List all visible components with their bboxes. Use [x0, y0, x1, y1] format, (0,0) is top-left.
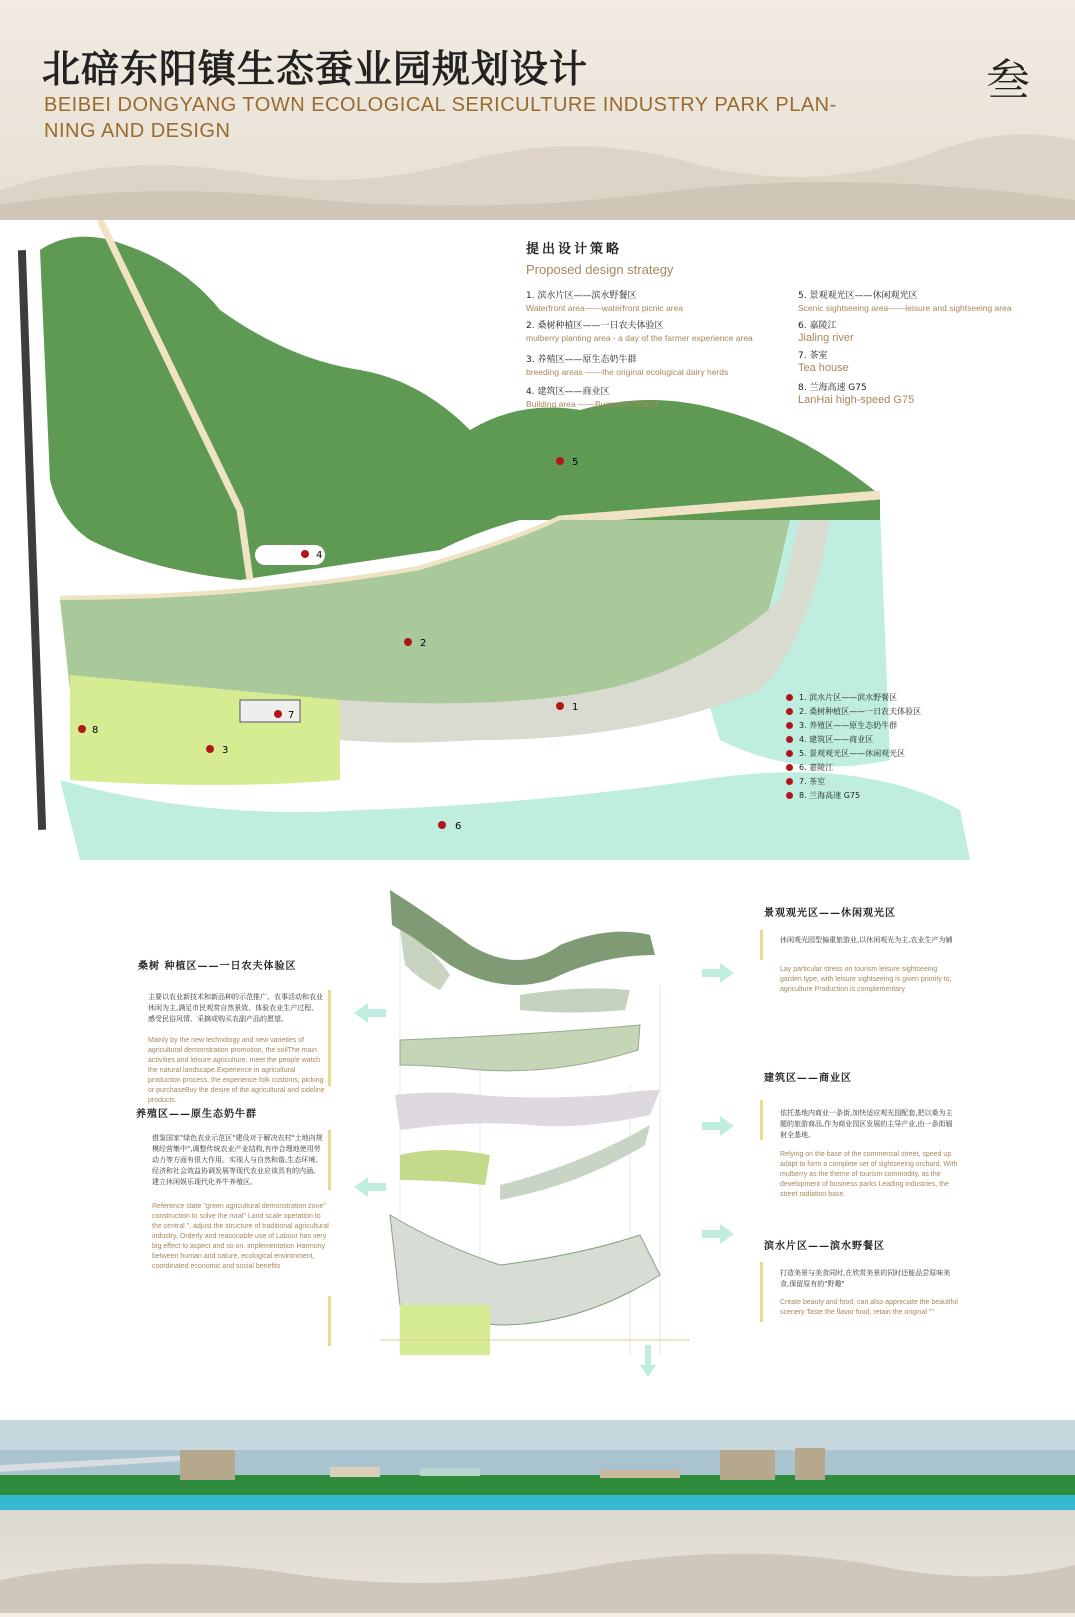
- strategy-item-5: 5. 景观观光区——休闲观光区 Scenic sightseeing area——leisure and sightseeing area: [798, 291, 1012, 313]
- zone-waterfront-bar: [760, 1262, 763, 1322]
- zone-mulberry-bar: [328, 990, 331, 1086]
- zone-scenic-en: Lay particular stress on tourism leisure sightseeing garden type, with leisure sightseeing is given priority to, agriculture Production is complementary: [780, 966, 952, 993]
- legend-dot: [786, 708, 793, 715]
- strategy-item-4: 4. 建筑区——商业区 Building area ——Business District: [526, 387, 658, 409]
- sheet-number-seal: 叁: [986, 55, 1030, 106]
- highway-g75: [18, 250, 46, 830]
- legend-item-5: 5. 景观观光区——休闲观光区: [786, 746, 921, 760]
- legend-dot: [786, 694, 793, 701]
- legend-dot: [786, 736, 793, 743]
- marker-7-label: 7: [288, 710, 295, 721]
- marker-2-label: 2: [420, 638, 427, 649]
- zone-waterfront-cn: 打造美景与美食同时,在欣赏美景的同时还能品尝原味美食,保留原有的"野趣": [780, 1269, 951, 1288]
- layer-strip-1: [520, 988, 630, 1012]
- zone-building-en: Relying on the base of the commercial street, speed up adapt to form a complete set of sightseeing orchard, With mulberry as the theme of tourism commodity, as the development of business parks Leading industries, the street radiation base.: [780, 1151, 958, 1198]
- marker-6: [438, 821, 446, 829]
- strategy-item-8: 8. 兰海高速 G75 LanHai high-speed G75: [798, 383, 915, 406]
- arrow-left-icon: [354, 1003, 386, 1023]
- arrow-right-icon: [702, 1224, 734, 1244]
- zone-building-title: 建筑区——商业区: [764, 1073, 852, 1084]
- marker-1: [556, 702, 564, 710]
- zone-waterfront-title: 滨水片区——滨水野餐区: [764, 1241, 885, 1252]
- zone-breeding-bar: [328, 1130, 331, 1190]
- arrow-left-icon: [354, 1177, 386, 1197]
- strategy-item-2: 2. 桑树种植区——一日农夫体验区 mulberry planting area - a day of the farmer experience area: [526, 321, 753, 343]
- legend-item-7: 7. 茶室: [786, 774, 921, 788]
- low-building: [600, 1470, 680, 1478]
- marker-4-label: 4: [316, 550, 323, 561]
- zone-mulberry-cn: 主要以农业新技术和新品种的示范推广、农事活动和农业休闲为主,满足市民观赏自然景致、体验农业生产过程、感受民俗风情、采摘或购买农副产品的愿望。: [148, 993, 323, 1023]
- layer-farmland: [400, 1025, 640, 1071]
- strategy-title: 提出设计策略: [526, 242, 623, 257]
- legend-dot: [786, 778, 793, 785]
- right-arrows: [700, 955, 740, 1255]
- zone-breeding-title: 养殖区——原生态奶牛群: [136, 1109, 257, 1120]
- marker-4: [301, 550, 309, 558]
- zone-breeding-en: Reference state "green agricultural demonstration zone" construction to solve the rural" Land scale operation to the central ", adjust the structure of traditional agricultural industry, Orderly and reasonable use of Labour has very big effect to aspect and so on. implementation Harmony between human and nature, ecological environment, coordinated economic and social benefits: [152, 1203, 329, 1270]
- page-title: 北碚东阳镇生态蚕业园规划设计: [42, 46, 589, 91]
- legend-item-6: 6. 嘉陵江: [786, 760, 921, 774]
- legend-item-4: 4. 建筑区——商业区: [786, 732, 921, 746]
- legend-item-2: 2. 桑树种植区——一日农夫体验区: [786, 704, 921, 718]
- zone-breeding-bar-2: [328, 1296, 331, 1346]
- page-title-english: BEIBEI DONGYANG TOWN ECOLOGICAL SERICULTURE INDUSTRY PARK PLAN-NING AND DESIGN: [44, 94, 837, 142]
- zone-mulberry-en: Mainly by the new technology and new varieties of agricultural demonstration promotion, the soilThe main activities and leisure agriculture, meet the people watch the natural landscape.Experience in agricultural production process, the experience folk customs, picking or purchaseBuy the desire of the agricultural and sideline products.: [148, 1037, 325, 1104]
- low-building: [420, 1468, 480, 1476]
- strategy-item-6: 6. 嘉陵江 Jialing river: [798, 321, 854, 344]
- down-arrow-icon: [640, 1345, 656, 1377]
- zone-scenic-cn: 休闲观光园型偏重旅游业,以休闲观光为主,农业生产为辅: [780, 936, 953, 944]
- layer-waterfront: [500, 1125, 650, 1200]
- tower-right: [795, 1448, 825, 1480]
- riverbank-grass: [0, 1475, 1075, 1495]
- legend-item-1: 1. 滨水片区——滨水野餐区: [786, 690, 921, 704]
- zone-building-bar: [760, 1100, 763, 1140]
- strategy-item-1: 1. 滨水片区——滨水野餐区 Waterfront area——waterfront picnic area: [526, 291, 683, 313]
- strategy-item-7: 7. 茶室 Tea house: [798, 351, 849, 374]
- marker-1-label: 1: [572, 702, 579, 713]
- strategy-item-3: 3. 养殖区——原生态奶牛群 breeding areas ——the original ecological dairy herds: [526, 355, 729, 377]
- marker-5: [556, 457, 564, 465]
- left-arrows: [350, 995, 390, 1205]
- legend-dot: [786, 792, 793, 799]
- marker-3: [206, 745, 214, 753]
- legend-item-8: 8. 兰海高速 G75: [786, 788, 921, 802]
- legend-item-3: 3. 养殖区——原生态奶牛群: [786, 718, 921, 732]
- zone-waterfront-en: Create beauty and food, can also appreciate the beautiful scenery Taste the flavor food, retain the original "": [780, 1299, 958, 1316]
- marker-2: [404, 638, 412, 646]
- tower-left: [180, 1450, 235, 1480]
- zone-mulberry-title: 桑树 种植区——一日农夫体验区: [138, 961, 297, 972]
- legend-dot: [786, 750, 793, 757]
- marker-5-label: 5: [572, 457, 579, 468]
- layer-composite-pasture: [400, 1305, 490, 1355]
- marker-6-label: 6: [455, 821, 462, 832]
- strategy-subtitle: Proposed design strategy: [526, 262, 674, 277]
- marker-8: [78, 725, 86, 733]
- river-water: [0, 1495, 1075, 1510]
- building-pond: [255, 545, 325, 565]
- exploded-layers-diagram: [380, 885, 710, 1405]
- zone-scenic-title: 景观观光区——休闲观光区: [764, 908, 896, 919]
- zone-breeding-cn: 借鉴国家"绿色农业示范区"建设对于解决农村"土地向规模经营集中",调整传统农业产业结构,有序合理地使用劳动力等方面有很大作用。实现人与自然和谐,生态环境、经济和社会效益协调发展等现代农业应该具有的内涵。建立休闲娱乐现代化养牛养殖区。: [152, 1134, 323, 1186]
- marker-8-label: 8: [92, 725, 99, 736]
- elevation-strip: [0, 1420, 1075, 1510]
- low-building: [330, 1467, 380, 1477]
- arrow-right-icon: [702, 1116, 734, 1136]
- zone-scenic-bar: [760, 930, 763, 960]
- arrow-right-icon: [702, 963, 734, 983]
- layer-pasture: [400, 1150, 490, 1185]
- footer-mountains: [0, 1510, 1075, 1613]
- legend-dot: [786, 764, 793, 771]
- zone-building-cn: 依托基地内商业一条街,加快适应观光园配套,把以桑为主题的旅游商品,作为商业园区发展的主导产业,由一条街辐射全基地。: [780, 1109, 953, 1139]
- layer-buildings: [395, 1090, 660, 1130]
- legend-dot: [786, 722, 793, 729]
- marker-7: [274, 710, 282, 718]
- map-legend: [786, 690, 921, 802]
- marker-3-label: 3: [222, 745, 229, 756]
- tower-mid: [720, 1450, 775, 1480]
- footer-background: [0, 1510, 1075, 1613]
